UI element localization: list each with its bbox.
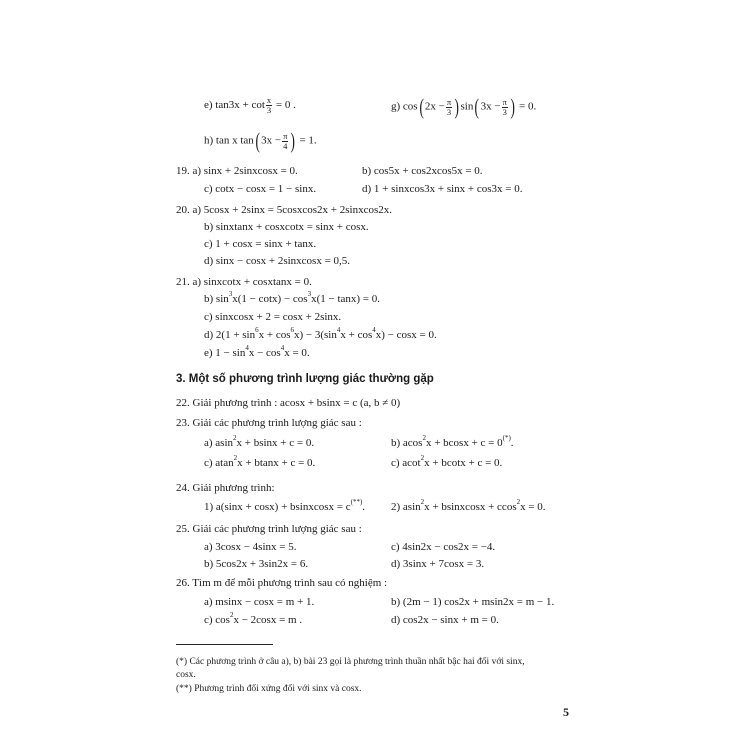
fraction [282, 132, 288, 151]
exercise-text: 19. a) sinx + 2sinxcosx = 0. [176, 165, 298, 177]
fraction-numerator: x [266, 95, 272, 105]
text-segment: x − cos [248, 347, 281, 359]
exercise-23 [176, 418, 362, 429]
text-segment: 1) a(sinx + cosx) + bsinxcosx = c [204, 501, 351, 513]
footnote-1 [176, 658, 525, 668]
fraction-numerator: π [502, 96, 507, 107]
exercise-text: c) cotx − cosx = 1 − sinx. [204, 183, 317, 195]
exercise-21a [176, 277, 312, 288]
fraction-denominator: 4 [283, 140, 288, 151]
text-segment: x + bsinx + c = 0. [236, 437, 315, 449]
exercise-26b [391, 597, 554, 608]
exponent: 4 [280, 344, 285, 353]
text-segment: x) − 3(sin [294, 329, 337, 341]
exercise-21e [204, 344, 310, 359]
exercise-21b [204, 290, 381, 305]
exponent: 4 [245, 344, 249, 353]
exercise-text: c) 4sin2x − cos2x = −4. [391, 541, 496, 553]
exercise-20d [204, 256, 350, 267]
section-title: 3. Một số phương trình lượng giác thường gặp [176, 373, 434, 385]
exponent: 4 [372, 326, 376, 335]
text-segment: b) sin [204, 293, 229, 305]
exercise-18g [391, 96, 536, 118]
exercise-25d [391, 559, 484, 570]
exercise-text: d) 1 + sinxcos3x + sinx + cos3x = 0. [362, 183, 523, 195]
paren-open: ( [255, 128, 260, 153]
text-segment: . [510, 437, 514, 449]
text-segment: = 0. [516, 100, 537, 113]
text-segment: c) acot [391, 457, 421, 469]
exercise-21d [204, 326, 437, 341]
exponent: 2 [233, 434, 237, 443]
exercise-text: c) sinxcosx + 2 = cosx + 2sinx. [204, 311, 342, 323]
exercise-19a [176, 166, 298, 177]
exponent: 6 [290, 326, 294, 335]
text-segment: 2x − [424, 100, 445, 113]
paren-close: ) [510, 94, 515, 119]
exercise-text: d) 3sinx + 7cosx = 3. [391, 558, 485, 570]
exercise-text: c) 1 + cosx = sinx + tanx. [204, 238, 317, 250]
exercise-18e [204, 96, 296, 115]
exercise-23c [204, 454, 316, 469]
text-segment: x + bcotx + c = 0. [424, 457, 503, 469]
text-segment: a) asin [204, 437, 234, 449]
exercise-text: 22. Giải phương trình : acosx + bsinx = c (a, b ≠ 0) [176, 397, 401, 409]
text-segment: e) tan3x + cot [204, 99, 265, 112]
exercise-19d [362, 184, 522, 195]
footnote-text: (**) Phương trình đối xứng đối với sinx và cosx. [176, 684, 362, 694]
fraction [266, 96, 272, 115]
fraction-denominator: 3 [446, 106, 452, 117]
text-segment: 3x − [480, 100, 501, 113]
text-segment: g) cos [391, 100, 418, 113]
text-segment: x) − cosx = 0. [375, 329, 437, 341]
text-segment: 2) asin [391, 501, 421, 513]
exercise-text: d) cos2x − sinx + m = 0. [391, 614, 499, 626]
paren-close: ) [454, 94, 460, 119]
fraction-numerator: π [446, 96, 452, 107]
text-segment: x = 0. [520, 501, 546, 513]
text-segment: x = 0. [284, 347, 310, 359]
text-segment: x + bcosx + c = 0 [425, 437, 503, 449]
exercise-text: 24. Giải phương trình: [176, 482, 275, 494]
exponent: 6 [255, 326, 259, 335]
exponent: 2 [420, 498, 425, 507]
text-segment: c) atan [204, 457, 234, 469]
exercise-26d [391, 615, 499, 626]
exercise-text: 25. Giải các phương trình lượng giác sau : [176, 523, 362, 535]
exercise-18h [204, 130, 317, 152]
exercise-26 [176, 578, 387, 589]
text-segment: = 0 . [273, 99, 296, 112]
exercise-19c [204, 184, 316, 195]
fraction-denominator: 3 [502, 106, 507, 117]
exercise-19b [362, 166, 483, 177]
exercise-20b [204, 222, 369, 233]
text-segment: x + cos [340, 329, 373, 341]
fraction-numerator: π [283, 130, 288, 141]
exercise-text: b) sinxtanx + cosxcotx = sinx + cosx. [204, 221, 369, 233]
exponent: 3 [228, 290, 233, 299]
text-segment: x(1 − tanx) = 0. [311, 293, 381, 305]
exercise-20a [176, 205, 392, 216]
exponent: 2 [422, 434, 426, 443]
exercise-25b [204, 559, 308, 570]
fraction [502, 98, 508, 117]
footnote-marker: (*) [502, 434, 511, 443]
text-segment: x + bsinxcosx + ccos [424, 501, 517, 513]
footnote-marker: (**) [350, 498, 363, 507]
exercise-text: b) 5cos2x + 3sin2x = 6. [204, 558, 309, 570]
footnote-text: cosx. [176, 670, 196, 680]
exercise-text: b) cos5x + cos2xcos5x = 0. [362, 165, 483, 177]
text-segment: sin [460, 100, 474, 113]
footnote-2 [176, 685, 362, 695]
paren-open: ( [419, 94, 424, 119]
exercise-23d [391, 454, 503, 469]
text-segment: . [362, 501, 366, 513]
exercise-24 [176, 483, 275, 494]
footnote-divider [176, 644, 273, 645]
text-segment: x + cos [258, 329, 291, 341]
exponent: 3 [307, 290, 312, 299]
text-segment: h) tan x tan [204, 134, 254, 147]
exercise-text: 23. Giải các phương trình lượng giác sau : [176, 417, 362, 429]
exercise-text: a) 3cosx − 4sinx = 5. [204, 541, 297, 553]
paren-close: ) [290, 128, 296, 153]
text-segment: 3x − [261, 134, 282, 147]
exercise-23a [204, 434, 315, 449]
footnote-1-cont [176, 671, 196, 681]
text-segment: x + btanx + c = 0. [237, 457, 316, 469]
exercise-text: b) (2m − 1) cos2x + msin2x = m − 1. [391, 596, 555, 608]
exercise-24-2 [391, 498, 546, 513]
exercise-25a [204, 542, 296, 553]
text-segment: x(1 − cotx) − cos [232, 293, 308, 305]
text-segment: x − 2cosx = m . [233, 614, 303, 626]
paren-open: ( [474, 94, 480, 119]
fraction-denominator: 3 [266, 105, 272, 115]
exercise-24-1 [204, 498, 366, 513]
exponent: 2 [516, 498, 521, 507]
section-heading [176, 374, 434, 386]
page-number: 5 [563, 705, 569, 719]
exponent: 2 [420, 454, 425, 463]
exercise-25 [176, 524, 362, 535]
footnote-text: (*) Các phương trình ở câu a), b) bài 23 gọi là phương trình thuần nhất bậc hai đối với sinx, [176, 657, 525, 667]
exercise-21c [204, 312, 341, 323]
fraction [446, 98, 452, 117]
exercise-text: d) sinx − cosx + 2sinxcosx = 0,5. [204, 255, 351, 267]
exercise-23b [391, 434, 514, 449]
text-segment: d) 2(1 + sin [204, 329, 256, 341]
exercise-20c [204, 239, 316, 250]
exponent: 2 [233, 454, 238, 463]
exercise-text: a) msinx − cosx = m + 1. [204, 596, 315, 608]
text-segment: b) acos [391, 437, 423, 449]
exercise-26c [204, 611, 303, 626]
exercise-text: 20. a) 5cosx + 2sinx = 5cosxcos2x + 2sinxcos2x. [176, 204, 392, 216]
exercise-25c [391, 542, 495, 553]
exponent: 2 [229, 611, 234, 620]
exercise-22 [176, 398, 400, 409]
text-segment: e) 1 − sin [204, 347, 246, 359]
exponent: 4 [336, 326, 341, 335]
exercise-text: 26. Tìm m để mỗi phương trình sau có nghiệm : [176, 577, 388, 589]
exercise-text: 21. a) sinxcotx + cosxtanx = 0. [176, 276, 312, 288]
text-segment: = 1. [296, 134, 317, 147]
exercise-26a [204, 597, 314, 608]
text-segment: c) cos [204, 614, 230, 626]
